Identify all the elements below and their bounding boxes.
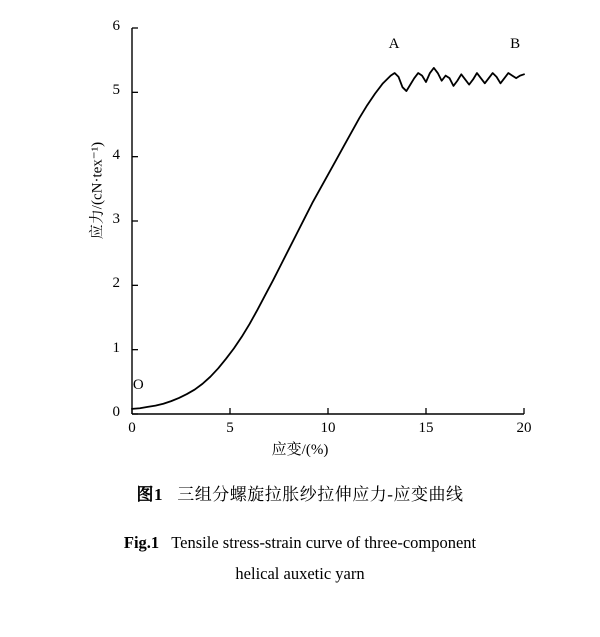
y-tick-label: 6 <box>112 18 120 34</box>
x-tick-label: 10 <box>320 420 336 436</box>
x-tick-label: 20 <box>516 420 532 436</box>
y-axis-title-text: 应力/(cN·tex⁻¹) <box>89 141 106 240</box>
y-tick-label: 5 <box>112 82 120 99</box>
x-axis-title <box>0 438 600 459</box>
x-tick-label: 5 <box>226 420 234 436</box>
figure-caption <box>0 480 600 590</box>
y-tick-label: 3 <box>112 211 120 227</box>
x-tick-label: 0 <box>128 420 136 436</box>
caption-chinese-text: 三组分螺旋拉胀纱拉伸应力-应变曲线 <box>177 485 464 504</box>
caption-english <box>0 527 600 590</box>
caption-english-figure-number: Fig.1 <box>123 533 160 552</box>
axis-ticks <box>132 28 524 414</box>
curve-point-label-a: A <box>388 36 400 52</box>
curve-point-label-b: B <box>510 36 521 52</box>
y-tick-label: 0 <box>112 404 120 420</box>
curve-point-label-o: O <box>132 376 144 393</box>
y-tick-label: 4 <box>112 146 120 163</box>
y-tick-label: 1 <box>112 339 120 356</box>
caption-english-line2: helical auxetic yarn <box>235 564 365 584</box>
caption-english-line1: Tensile stress-strain curve of three-component <box>171 533 477 552</box>
caption-english-line1-wrap <box>0 527 600 558</box>
y-tick-label: 2 <box>112 275 120 292</box>
x-axis-title-text: 应变/(%) <box>271 442 329 458</box>
data-curve <box>132 68 524 409</box>
caption-chinese-figure-number: 图1 <box>136 485 164 504</box>
caption-chinese <box>0 480 600 505</box>
x-tick-label: 15 <box>418 420 434 436</box>
